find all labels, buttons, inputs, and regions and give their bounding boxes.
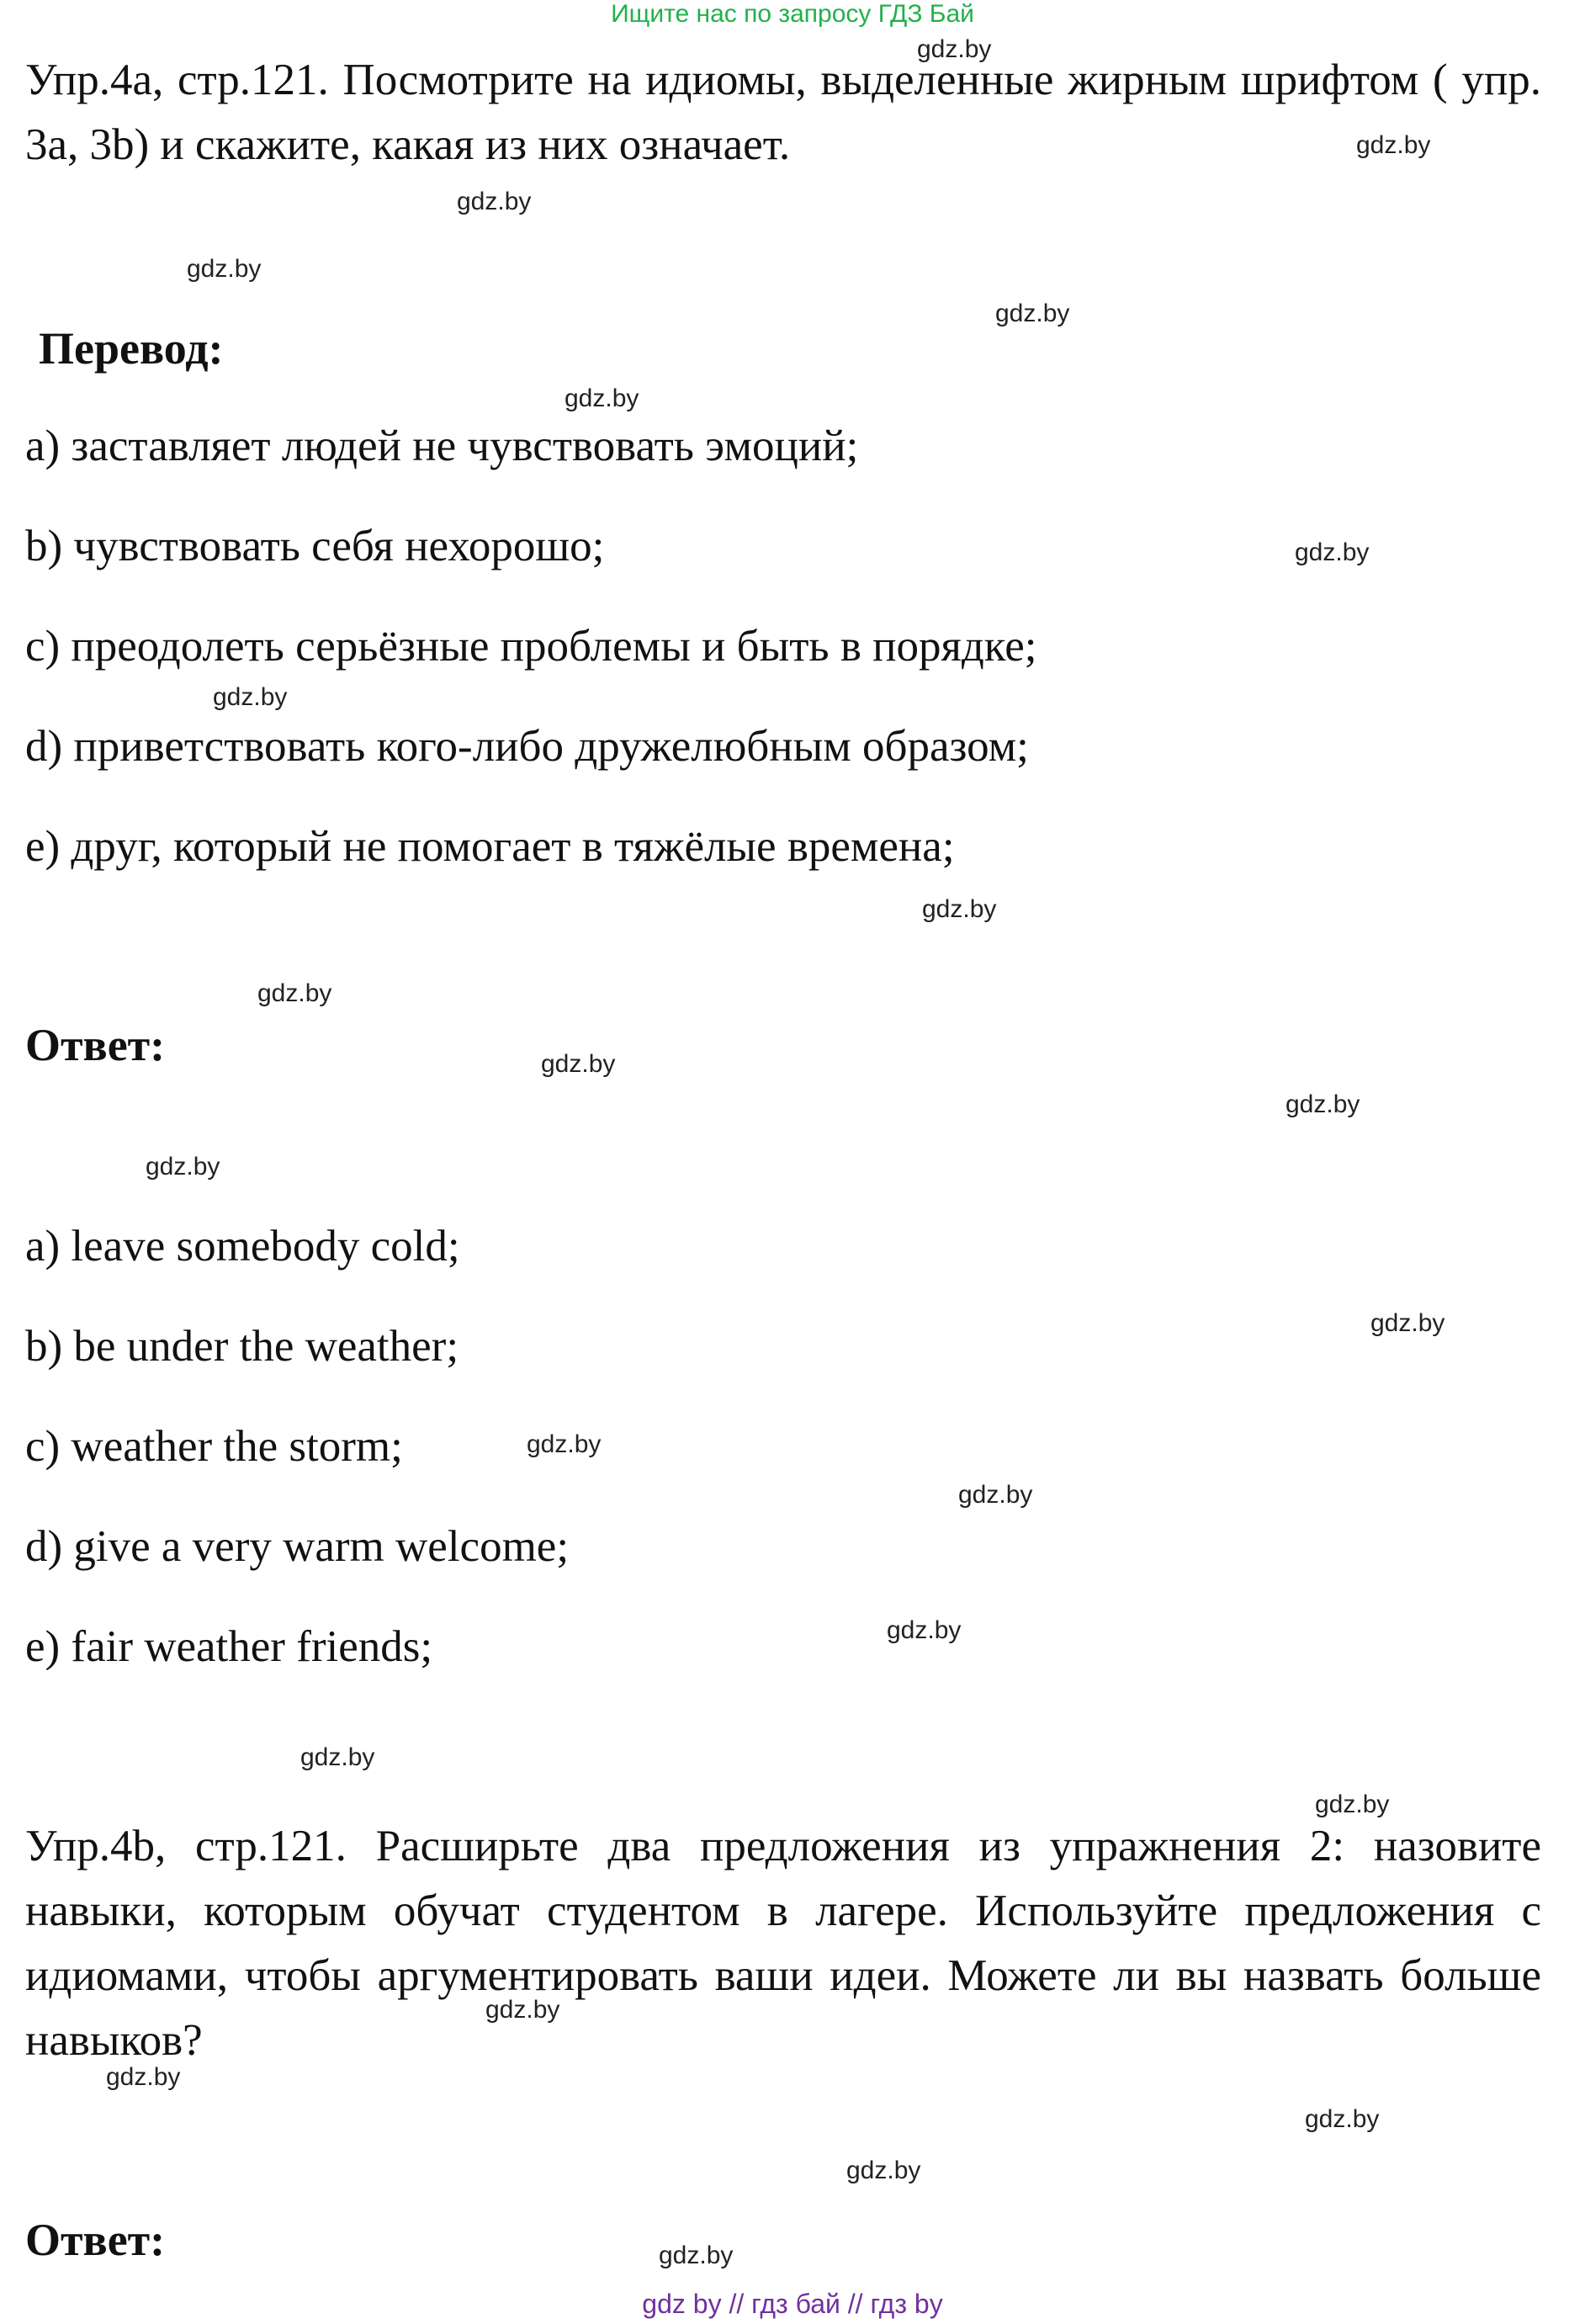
watermark: gdz.by — [1356, 131, 1431, 159]
watermark: gdz.by — [1370, 1309, 1445, 1337]
task-4b-text: Упр.4b, стр.121. Расширьте два предложения из упражнения 2: назовите навыки, которым обучат студентом в лагере. Используйте предложения с идиомами, чтобы аргументировать ваши идеи. Можете ли вы назвать больше навыков? — [25, 1822, 1541, 2065]
translation-heading: Перевод: — [39, 323, 224, 374]
answer-item-c: c) weather the storm; — [25, 1422, 403, 1471]
watermark: gdz.by — [527, 1430, 602, 1458]
translation-item-c: c) преодолеть серьёзные проблемы и быть в порядке; — [25, 622, 1037, 671]
watermark: gdz.by — [541, 1050, 616, 1078]
watermark: gdz.by — [995, 300, 1070, 327]
watermark: gdz.by — [565, 385, 639, 412]
watermark: gdz.by — [846, 2157, 921, 2184]
answer-item-a: a) leave somebody cold; — [25, 1222, 460, 1271]
translation-item-d: d) приветствовать кого-либо дружелюбным образом; — [25, 722, 1029, 771]
task-4a-text: Упр.4a, стр.121. Посмотрите на идиомы, выделенные жирным шрифтом ( упр. 3a, 3b) и скажите, какая из них означает. — [25, 56, 1541, 169]
watermark: gdz.by — [257, 979, 332, 1007]
watermark: gdz.by — [958, 1481, 1033, 1509]
watermark: gdz.by — [300, 1743, 375, 1771]
watermark: gdz.by — [1315, 1791, 1390, 1818]
watermark: gdz.by — [187, 255, 262, 283]
top-banner: Ищите нас по запросу ГДЗ Бай — [611, 0, 974, 28]
watermark: gdz.by — [1285, 1090, 1360, 1118]
watermark: gdz.by — [485, 1996, 560, 2024]
watermark: gdz.by — [213, 683, 288, 711]
watermark: gdz.by — [106, 2063, 181, 2091]
watermark: gdz.by — [146, 1153, 220, 1181]
bottom-banner[interactable]: gdz by // гдз бай // гдз by — [642, 2289, 943, 2319]
answer-item-e: e) fair weather friends; — [25, 1622, 433, 1671]
watermark: gdz.by — [659, 2242, 734, 2269]
watermark: gdz.by — [1295, 539, 1370, 566]
watermark: gdz.by — [917, 35, 992, 63]
watermark: gdz.by — [887, 1616, 962, 1644]
translation-item-b: b) чувствовать себя нехорошо; — [25, 522, 605, 570]
answer-item-d: d) give a very warm welcome; — [25, 1522, 570, 1571]
translation-item-e: e) друг, который не помогает в тяжёлые времена; — [25, 822, 955, 871]
watermark: gdz.by — [922, 895, 997, 923]
translation-item-a: a) заставляет людей не чувствовать эмоций; — [25, 422, 859, 470]
watermark: gdz.by — [457, 188, 532, 215]
watermark: gdz.by — [1305, 2105, 1380, 2133]
answer-a-heading: Ответ: — [25, 1020, 166, 1070]
answer-b-heading: Ответ: — [25, 2215, 166, 2265]
answer-item-b: b) be under the weather; — [25, 1322, 459, 1371]
